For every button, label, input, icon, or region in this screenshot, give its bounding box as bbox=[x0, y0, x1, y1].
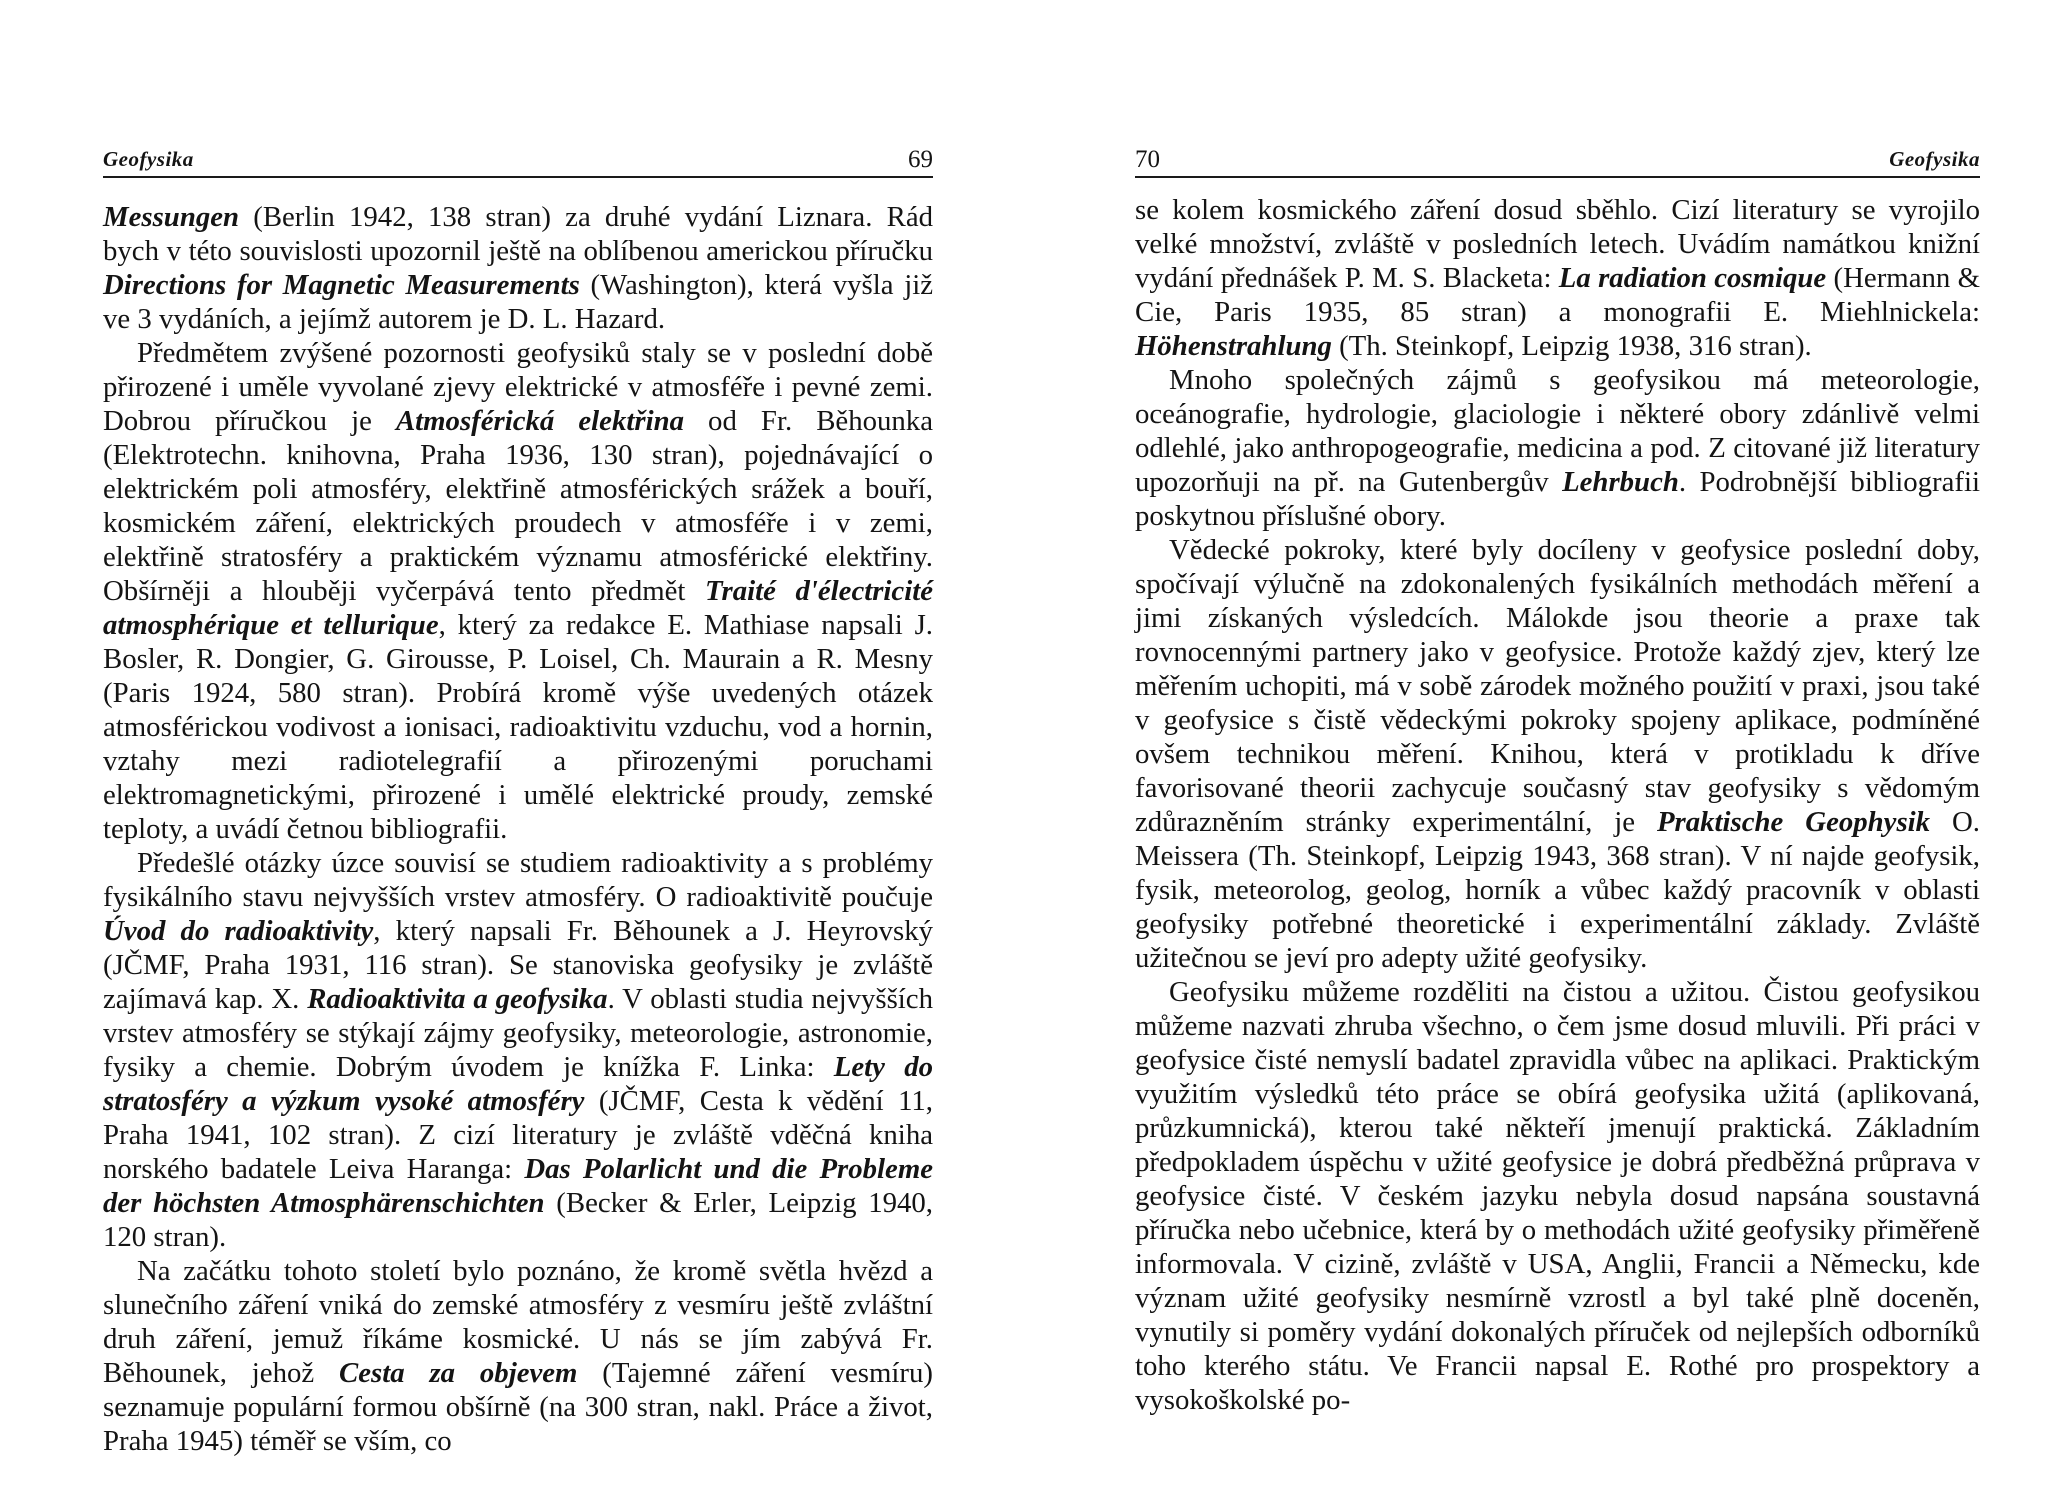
paragraph bbox=[103, 200, 933, 336]
running-title: Geofysika bbox=[1889, 147, 1980, 171]
italic-title: Radioaktivita a geofysika bbox=[307, 983, 608, 1015]
text-run: (Th. Steinkopf, Leipzig 1938, 316 stran). bbox=[1331, 330, 1812, 362]
paragraph bbox=[1135, 975, 1980, 1417]
paragraph bbox=[1135, 363, 1980, 533]
text-run: Na začátku tohoto století bylo poznáno, že kromě světla hvězd a slunečního záření vniká do zemské atmosféry z vesmíru ještě zvláštní druh záření, jemuž říkáme kosmické. U nás se jím zabývá Fr. Běhounek, jehož bbox=[103, 1255, 933, 1389]
italic-title: Úvod do radioaktivity bbox=[103, 915, 374, 947]
italic-title: Messungen bbox=[103, 201, 240, 233]
text-run: Předešlé otázky úzce souvisí se studiem radioaktivity a s problémy fysikálního stavu nejvyšších vrstev atmosféry. O radioaktivitě poučuje bbox=[103, 847, 933, 913]
italic-title: Traité d'électricité atmosphérique et tellurique bbox=[103, 575, 933, 641]
paragraph bbox=[103, 846, 933, 1254]
text-run: Vědecké pokroky, které byly docíleny v geofysice poslední doby, spočívají výlučně na zdokonalených fysikálních methodách měření a jimi získaných výsledcích. Málokde jsou theorie a praxe tak rovnocennými partnery jako v geofysice. Protože každý zjev, který lze měřením uchopiti, má v sobě zárodek možného použití v praxi, jsou také v geofysice s čistě vědeckými pokroky spojeny aplikace, podmíněné ovšem technikou měření. Knihou, která v protikladu k dříve favorisované theorii zachycuje současný stav geofysiky s vědomým zdůrazněním stránky experimentální, je bbox=[1135, 534, 1980, 838]
italic-title: Cesta za objevem bbox=[339, 1357, 578, 1389]
text-run: se kolem kosmického záření dosud sběhlo. Cizí literatury se vyrojilo velké množství, zvláště v posledních letech. Uvádím namátkou knižní vydání přednášek P. M. S. Blacketa: bbox=[1135, 194, 1980, 294]
italic-title: Lety do stratosféry a výzkum vysoké atmosféry bbox=[103, 1051, 933, 1117]
body-text bbox=[1135, 193, 1980, 1417]
text-run: (JČMF, Cesta k vědění 11, Praha 1941, 102 stran). Z cizí literatury je zvláště vděčná kniha norského badatele Leiva Haranga: bbox=[103, 1085, 934, 1185]
text-run: (Tajemné záření vesmíru) seznamuje populární formou obšírně (na 300 stran, nakl. Práce a život, Praha 1945) téměř se vším, co bbox=[103, 1357, 933, 1457]
italic-title: Directions for Magnetic Measurements bbox=[103, 269, 580, 301]
text-run: . V oblasti studia nejvyšších vrstev atmosféry se stýkají zájmy geofysiky, meteorologie, astronomie, fysiky a chemie. Dobrým úvodem je knížka F. Linka: bbox=[103, 983, 933, 1083]
text-run: od Fr. Běhounka (Elektrotechn. knihovna, Praha 1936, 130 stran), pojednávající o elektrickém poli atmosféry, elektřině atmosférických srážek a bouří, kosmickém záření, elektrických proudech v atmosféře i v zemi, elektřině stratosféry a praktickém významu atmosférické elektřiny. Obšírněji a hlouběji vyčerpává tento předmět bbox=[103, 405, 933, 607]
paragraph bbox=[1135, 533, 1980, 975]
italic-title: Höhenstrahlung bbox=[1135, 330, 1332, 362]
text-run: , který za redakce E. Mathiase napsali J. Bosler, R. Dongier, G. Girousse, P. Loisel, Ch. Maurain a R. Mesny (Paris 1924, 580 stran). Probírá kromě výše uvedených otázek atmosférickou vodivost a ionisaci, radioaktivitu vzduchu, vod a hornin, vztahy mezi radiotelegrafií a přirozenými poruchami elektromagnetickými, přirozené i umělé elektrické proudy, zemské teploty, a uvádí četnou bibliografii. bbox=[103, 609, 934, 845]
italic-title: Lehrbuch bbox=[1562, 466, 1679, 498]
text-run: Předmětem zvýšené pozornosti geofysiků staly se v poslední době přirozené i uměle vyvolané zjevy elektrické v atmosféře i pevné zemi. Dobrou příručkou je bbox=[103, 337, 933, 437]
text-run: . Podrobnější bibliografii poskytnou příslušné obory. bbox=[1135, 466, 1980, 532]
text-run: Mnoho společných zájmů s geofysikou má meteorologie, oceánografie, hydrologie, glaciologie i některé obory zdánlivě velmi odlehlé, jako anthropogeografie, medicina a pod. Z citované již literatury upozorňuji na př. na Gutenbergův bbox=[1135, 364, 1980, 498]
paragraph bbox=[103, 336, 933, 846]
page-number: 70 bbox=[1135, 146, 1160, 173]
body-text bbox=[103, 200, 933, 1458]
paragraph bbox=[1135, 193, 1980, 363]
text-run: (Hermann & Cie, Paris 1935, 85 stran) a monografii E. Miehlnickela: bbox=[1135, 262, 1980, 328]
paragraph bbox=[103, 1254, 933, 1458]
italic-title: Das Polarlicht und die Probleme der höchsten Atmosphärenschichten bbox=[103, 1153, 934, 1219]
running-head bbox=[103, 142, 933, 178]
italic-title: La radiation cosmique bbox=[1558, 262, 1827, 294]
text-run: (Becker & Erler, Leipzig 1940, 120 stran). bbox=[103, 1187, 933, 1253]
text-run: (Berlin 1942, 138 stran) za druhé vydání Liznara. Rád bych v této souvislosti upozornil ještě na oblíbenou americkou příručku bbox=[103, 201, 933, 267]
italic-title: Praktische Geophysik bbox=[1656, 806, 1931, 838]
text-run: O. Meissera (Th. Steinkopf, Leipzig 1943, 368 stran). V ní najde geofysik, fysik, meteorolog, geolog, horník a vůbec každý pracovník v oblasti geofysiky potřebné theoretické i experimentální základy. Zvláště užitečnou se jeví pro adepty užité geofysiky. bbox=[1135, 806, 1980, 974]
running-head bbox=[1135, 142, 1980, 178]
text-run: (Washington), která vyšla již ve 3 vydáních, a jejímž autorem je D. L. Hazard. bbox=[103, 269, 933, 335]
page-number: 69 bbox=[908, 146, 933, 173]
italic-title: Atmosférická elektřina bbox=[395, 405, 684, 437]
running-title: Geofysika bbox=[103, 147, 194, 171]
text-run: , který napsali Fr. Běhounek a J. Heyrovský (JČMF, Praha 1931, 116 stran). Se stanoviska geofysiky je zvláště zajímavá kap. X. bbox=[103, 915, 933, 1015]
text-run: Geofysiku můžeme rozděliti na čistou a užitou. Čistou geofysikou můžeme nazvati zhruba všechno, o čem jsme dosud mluvili. Při práci v geofysice čisté nemyslí badatel zpravidla vůbec na aplikaci. Praktickým využitím výsledků této práce se obírá geofysika užitá (aplikovaná, průzkumnická), kterou také někteří jmenují praktická. Základním předpokladem úspěchu v užité geofysice je dobrá předběžná průprava v geofysice čisté. V českém jazyku nebyla dosud napsána soustavná příručka nebo učebnice, která by o methodách užité geofysiky přiměřeně informovala. V cizině, zvláště v USA, Anglii, Francii a Německu, kde význam užité geofysiky nesmírně vzrostl a byl také plně doceněn, vynutily si poměry vydání dokonalých příruček od nejlepších odborníků toho kterého státu. Ve Francii napsal E. Rothé pro prospektory a vysokoškolské po- bbox=[1135, 976, 1980, 1416]
